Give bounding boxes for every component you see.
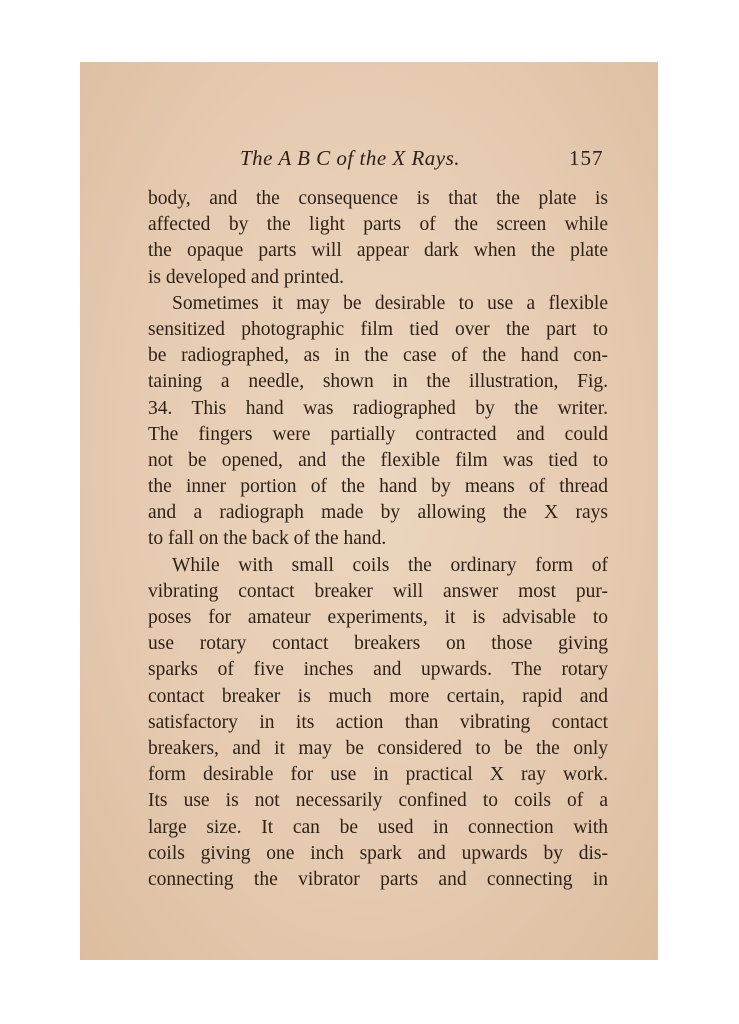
page-number: 157 <box>569 146 604 170</box>
text-line: and a radiograph made by allowing the X rays <box>148 502 608 524</box>
text-line: vibrating contact breaker will answer most pur- <box>148 580 608 602</box>
body-text <box>148 186 608 893</box>
text-line: use rotary contact breakers on those giving <box>148 633 608 655</box>
text-line: to fall on the back of the hand. <box>148 528 387 550</box>
text-line: taining a needle, shown in the illustration, Fig. <box>148 371 608 393</box>
text-line: poses for amateur experiments, it is advisable to <box>148 607 608 628</box>
text-line: satisfactory in its action than vibrating contact <box>148 711 608 733</box>
text-line: Sometimes it may be desirable to use a flexible <box>172 292 608 314</box>
text-line: contact breaker is much more certain, rapid and <box>148 685 608 707</box>
text-line: breakers, and it may be considered to be the only <box>148 737 608 759</box>
text-line: body, and the consequence is that the plate is <box>148 188 608 209</box>
text-line: coils giving one inch spark and upwards by dis- <box>148 842 608 864</box>
text-line: Its use is not necessarily confined to coils of a <box>148 790 608 812</box>
paragraph <box>148 553 608 893</box>
text-line: be radiographed, as in the case of the hand con- <box>148 345 608 367</box>
text-line: not be opened, and the flexible film was tied to <box>148 449 608 471</box>
text-line: the opaque parts will appear dark when the plate <box>148 240 608 262</box>
text-line: connecting the vibrator parts and connecting in <box>148 868 608 890</box>
text-line: While with small coils the ordinary form of <box>172 554 608 576</box>
text-line: is developed and printed. <box>148 266 345 288</box>
text-line: the inner portion of the hand by means of thread <box>148 476 608 498</box>
text-line: form desirable for use in practical X ray work. <box>148 764 608 786</box>
page-header <box>80 146 658 176</box>
text-line: sensitized photographic film tied over the part to <box>148 318 608 340</box>
paragraph <box>148 186 608 291</box>
text-line: sparks of five inches and upwards. The rotary <box>148 659 608 681</box>
book-page <box>80 62 658 960</box>
paragraph <box>148 291 608 553</box>
text-line: affected by the light parts of the screen while <box>148 214 608 236</box>
text-line: large size. It can be used in connection with <box>148 816 608 838</box>
running-title: The A B C of the X Rays. <box>240 146 461 170</box>
text-line: The fingers were partially contracted and could <box>148 423 608 445</box>
text-line: 34. This hand was radiographed by the writer. <box>148 397 608 419</box>
